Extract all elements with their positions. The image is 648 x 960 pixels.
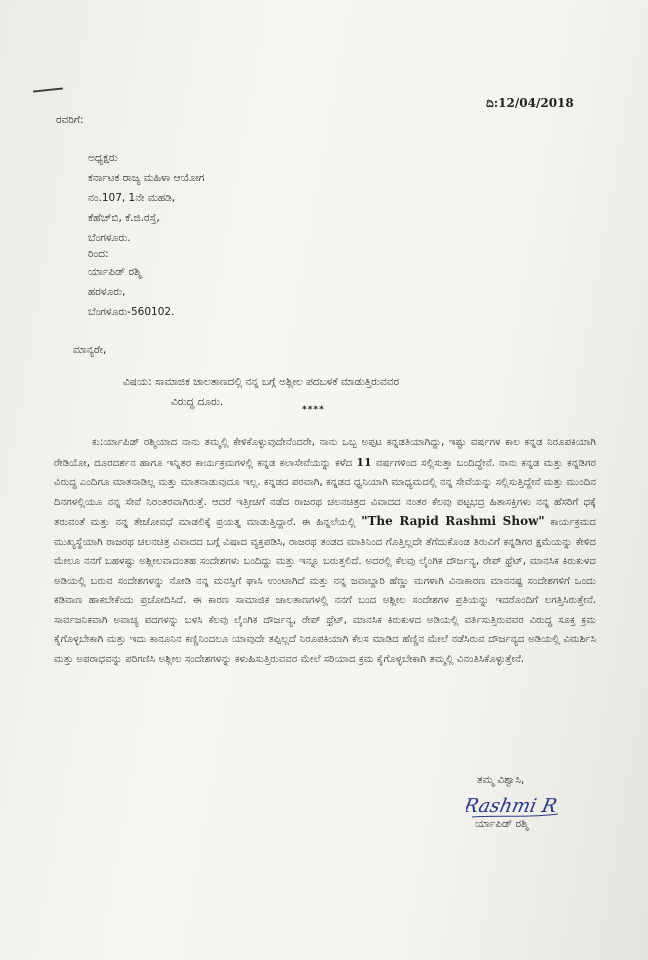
to-label: ರವರಿಗೆ: [56,114,84,126]
subject [123,372,399,412]
pen-mark [33,87,63,92]
closing: ತಮ್ಮ ವಿಶ್ವಾಸಿ, [477,774,525,786]
address-line: ಬೆಂಗಳೂರು. [88,232,131,244]
subject-line: ವಿಷಯ: ಸಾಮಾಜಿಕ ಜಾಲತಾಣದಲ್ಲಿ ನನ್ನ ಬಗ್ಗೆ ಅಶ್ಲೀಲ ಪದಬಳಕೆ ಮಾಡುತ್ತಿರುವವರ [123,376,400,388]
address-line: ಕರ್ನಾಟಕ ರಾಜ್ಯ ಮಹಿಳಾ ಆಯೋಗ [88,172,205,184]
sender-line: ಹರಳೂರು, [88,286,126,298]
salutation: ಮಾನ್ಯರೇ, [73,344,107,356]
body-text-part: ವರ್ಷಗಳಿಂದ ಸಲ್ಲಿಸುತ್ತಾ ಬಂದಿದ್ದೇನೆ. ನಾನು ಕನ್ನಡ ಮತ್ತು ಕನ್ನಡಿಗರ ವಿರುದ್ಧ ಎಂದಿಗೂ ಮಾತನಾಡಿಲ್ಲ ಮತ್ತು ಮಾತನಾಡುವುದೂ ಇಲ್ಲ. ಕನ್ನಡದ ಪರವಾಗಿ, ಕನ್ನಡದ ಧ್ವನಿಯಾಗಿ ಮಾಧ್ಯಮದಲ್ಲಿ ನನ್ನ ಸೇವೆಯನ್ನು ಸಲ್ಲಿಸುತ್ತಿದ್ದೇನೆ ಮತ್ತು ಮುಂದಿನ ದಿನಗಳಲ್ಲಿಯೂ ನನ್ನ ಸೇವೆ ನಿರಂತರವಾಗಿರುತ್ತೆ. ಆದರೆ ಇತ್ತೀಚಿಗೆ ನಡೆದ ರಾಜರಥ ಚಲನಚಿತ್ರದ ವಿವಾದದ ನಂತರ ಕೆಲವು ಪಟ್ಟಭದ್ರ ಹಿತಾಸಕ್ತಿಗಳು ನನ್ನ ಹೆಸರಿಗೆ ಧಕ್ಕೆ ತರುವಂತೆ ಮತ್ತು ನನ್ನ ತೇಜೋವಧೆ ಮಾಡಲಿಕ್ಕೆ ಪ್ರಯತ್ನ ಮಾಡುತ್ತಿದ್ದಾರೆ. ಈ ಹಿನ್ನಲೆಯಲ್ಲಿ [54,457,596,528]
signature-name: ರ್ಯಾಪಿಡ್ ರಶ್ಮಿ [475,818,529,830]
address-line: ಕೆಹೆಚ್‌ಬಿ, ಕೆ.ಜಿ.ರಸ್ತೆ, [88,212,160,224]
show-title: "The Rapid Rashmi Show" [361,514,545,528]
body-text-part: ಕು:ರ್ಯಾಪಿಡ್ ರಶ್ಮಿಯಾದ ನಾನು ತಮ್ಮಲ್ಲಿ ಕೇಳಿಕೊಳ್ಳುವುದೇನೆಂದರೇ, ನಾನು ಒಬ್ಬ ಅಪ್ಪಟ ಕನ್ನಡತಿಯಾಗಿದ್ದು, ಇಷ್ಟು ವರ್ಷಗಳ ಕಾಲ ಕನ್ನಡ ನಿರೂಪಕಿಯಾಗಿ ರೇಡಿಯೋ, ದೂರದರ್ಶನ ಹಾಗೂ ಇನ್ನಿತರ ಕಾರ್ಯಕ್ರಮಗಳಲ್ಲಿ ಕನ್ನಡ ಕಲಾಸೇವೆಯನ್ನು ಕಳೆದ [54,437,596,469]
body-text-part: ಕಾರ್ಯಕ್ರಮದ ಮುಖ್ಯಸ್ಥೆಯಾಗಿ ರಾಜರಥ ಚಲನಚಿತ್ರ ವಿವಾದದ ಬಗ್ಗೆ ವಿಷಾದ ವ್ಯಕ್ತಪಡಿಸಿ, ರಾಜರಥ ತಂಡದ ಮಾತಿನಿಂದ ಗೊತ್ತಿಲ್ಲದೇ ತೆಗೆದುಕೊಂಡ ತಿರುವಿಗೆ ಕನ್ನಡಿಗರ ಕ್ಷಮೆಯನ್ನು ಕೇಳಿದ ಮೇಲೂ ನನಗೆ ಬಹಳಷ್ಟು ಅಶ್ಲೀಲವಾದಂತಹ ಸಂದೇಶಗಳು ಬಂದಿದ್ದು ಮತ್ತು ಇನ್ನೂ ಬರುತ್ತಲಿದೆ. ಅದರಲ್ಲಿ ಕೆಲವು ಲೈಂಗಿಕ ದೌರ್ಜನ್ಯ, ರೇಪ್ ಥ್ರೆಟ್, ಮಾನಸಿಕ ಕಿರುಕುಳದ ಅಡಿಯಲ್ಲಿ ಬರುವ ಸಂದೇಶಗಳನ್ನು ನೋಡಿ ನನ್ನ ಮನಸ್ಸಿಗೆ ಘಾಸಿ ಉಂಟಾಗಿದೆ ಮತ್ತು ನನ್ನ ಜವಾಬ್ದಾರಿ ಹೆಣ್ಣು ಮಗಳಾಗಿ ವಿನಾಕಾರಣ ಮಾನನಷ್ಟ ಸಂದೇಶಗಳಿಗೆ ಒಂದು ಕಡಿವಾಣ ಹಾಕಬೇಕೆಂದು ಪ್ರಚೋದಿಸಿದೆ. ಈ ಕಾರಣ ಸಾಮಾಜಿಕ ಜಾಲತಾಣಗಳಲ್ಲಿ ನನಗೆ ಬಂದ ಅಶ್ಲೀಲ ಸಂದೇಶಗಳ ಪ್ರತಿಯನ್ನು ಇದರೊಂದಿಗೆ ಲಗತ್ತಿಸಿರುತ್ತೇನೆ. ಸಾರ್ವಜನಿಕವಾಗಿ ಅವಾಚ್ಯ ಪದಗಳನ್ನು ಬಳಸಿ ಕೆಲವು ಲೈಂಗಿಕ ದೌರ್ಜನ್ಯ, ರೇಪ್ ಥ್ರೆಟ್, ಮಾನಸಿಕ ಕಿರುಕುಳದ ಅಡಿಯಲ್ಲಿ ವರ್ತಿಸುತ್ತಿರುವವರ ವಿರುದ್ಧ ಸೂಕ್ತ ಕ್ರಮ ಕೈಗೊಳ್ಳಬೇಕಾಗಿ ಮತ್ತು ಇದು ಕಾನೂನಿನ ಕಣ್ಣಿನಿಂದಲೂ ಯಾವುದೇ ತಪ್ಪಿಲ್ಲದೆ ನಿರೂಪಕಿಯಾಗಿ ಕೆಲಸ ಮಾಡಿದ ಹೆಣ್ಣಿನ ಮೇಲೆ ನಡೆಸಿರುವ ದೌರ್ಜನ್ಯದ ಅಡಿಯಲ್ಲಿ ವಿಮರ್ಶಿಸಿ ಮತ್ತು ಅಪರಾಧವನ್ನು ಪರಿಗಣಿಸಿ ಅಶ್ಲೀಲ ಸಂದೇಶಗಳನ್ನು ಕಳುಹಿಸುತ್ತಿರುವವರ ಮೇಲೆ ಸರಿಯಾದ ಕ್ರಮ ಕೈಗೊಳ್ಳಬೇಕಾಗಿ ತಮ್ಮಲ್ಲಿ ವಿನಂತಿಸಿಕೊಳ್ಳುತ್ತೇನೆ. [54,517,596,665]
letter-date: ದಿ:12/04/2018 [486,96,574,110]
sender-address [88,262,174,322]
subject-line: ವಿರುದ್ಧ ದೂರು. [171,396,224,408]
signature-scrawl: Rashmi R [466,794,560,817]
from-label: ರಿಂದ: [88,248,109,260]
letter-body [54,433,596,669]
recipient-address [88,148,204,248]
address-line: ಅಧ್ಯಕ್ಷರು [88,152,118,164]
years-number: 11 [356,455,372,469]
sender-line: ಬೆಂಗಳೂರು-560102. [88,306,175,318]
address-line: ನಂ.107, 1ನೇ ಮಹಡಿ, [88,192,176,204]
separator: **** [302,405,325,415]
sender-line: ರ್ಯಾಪಿಡ್ ರಶ್ಮಿ [88,266,142,278]
